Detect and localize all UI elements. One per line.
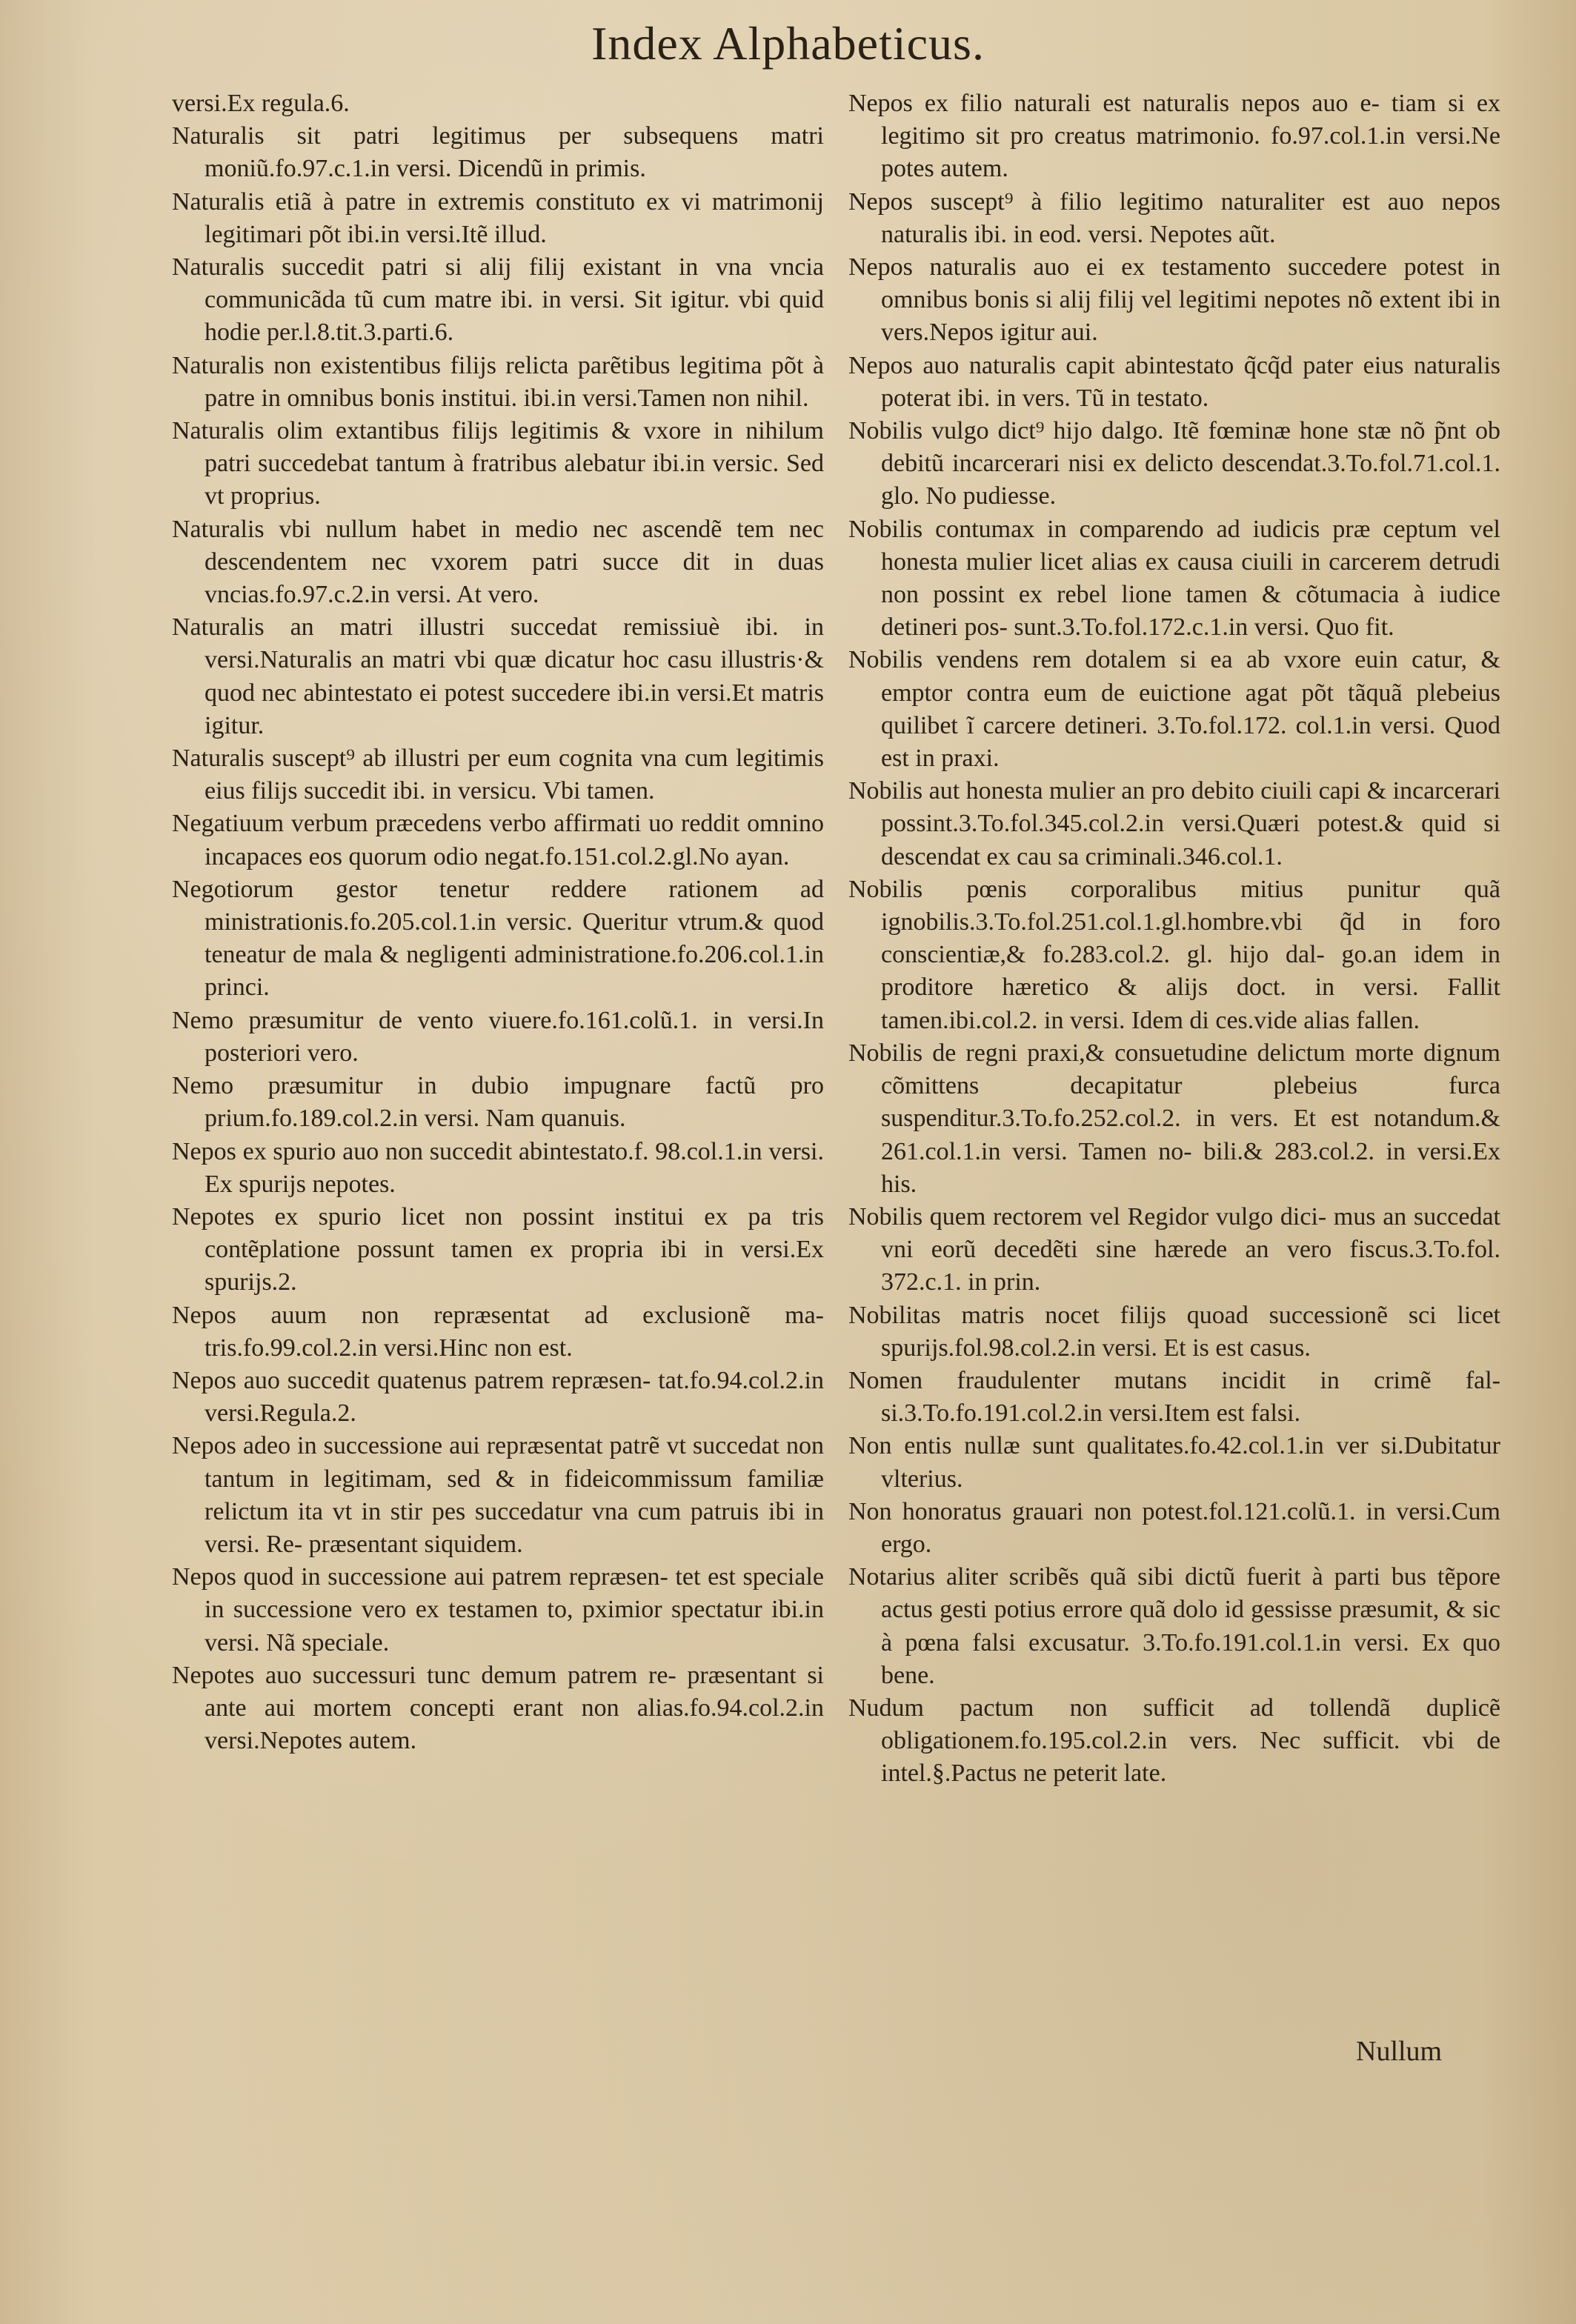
index-entry: Nepos auo succedit quatenus patrem repræsen- tat.fo.94.col.2.in versi.Regula.2. — [172, 1366, 824, 1428]
index-entry: versi.Ex regula.6. — [172, 90, 350, 117]
index-entry: Negotiorum gestor tenetur reddere rationem ad ministrationis.fo.205.col.1.in versic. Queritur vtrum.& quod teneatur de mala & negligenti administratione.fo.206.col.1.in princi. — [172, 875, 824, 1002]
index-entry: Naturalis an matri illustri succedat remissiuè ibi. in versi.Naturalis an matri vbi quæ dicatur hoc casu illustris·& quod nec abintestato ei potest succedere ibi.in versi.Et matris igitur. — [172, 613, 824, 739]
index-entry: Negatiuum verbum præcedens verbo affirmati uo reddit omnino incapaces eos quorum odio negat.fo.151.col.2.gl.No ayan. — [172, 810, 824, 870]
index-entry: Naturalis suscept⁹ ab illustri per eum cognita vna cum legitimis eius filijs succedit ibi. in versicu. Vbi tamen. — [172, 745, 824, 805]
left-column — [172, 87, 824, 1757]
index-entry: Nepos naturalis auo ei ex testamento succedere potest in omnibus bonis si alij filij vel legitimi nepotes nõ extent ibi in vers.Nepos igitur aui. — [848, 253, 1500, 347]
index-entry: Naturalis vbi nullum habet in medio nec ascendẽ tem nec descendentem nec vxorem patri succe dit in duas vncias.fo.97.c.2.in versi. At vero. — [172, 515, 824, 609]
running-header: Index Alphabeticus. — [591, 17, 985, 70]
index-entry: Nobilis de regni praxi,& consuetudine delictum morte dignum cõmittens decapitatur plebeius furca suspenditur.3.To.fo.252.col.2. in vers. Et est notandum.& 261.col.1.in versi. Tamen no- bili.& 283.col.2. in versi.Ex his. — [848, 1039, 1500, 1198]
index-entry: Nobilis vulgo dict⁹ hijo dalgo. Itẽ fœminæ hone stæ nõ p̃nt ob debitũ incarcerari nisi ex delicto descendat.3.To.fol.71.col.1. glo. No pudiesse. — [848, 417, 1500, 510]
right-column — [848, 87, 1500, 1791]
index-entry: Nobilis pœnis corporalibus mitius punitur quã ignobilis.3.To.fol.251.col.1.gl.hombre.vbi q̃d in foro conscientiæ,& fo.283.col.2. gl. hijo dal- go.an idem in proditore hæretico & alijs doct. in versi. Fallit tamen.ibi.col.2. in versi. Idem di ces.vide alias fallen. — [848, 875, 1500, 1034]
index-entry: Nepos ex spurio auo non succedit abintestato.f. 98.col.1.in versi. Ex spurijs nepotes. — [172, 1137, 824, 1198]
index-entry: Nepos suscept⁹ à filio legitimo naturaliter est auo nepos naturalis ibi. in eod. versi. Nepotes aũt. — [848, 187, 1500, 248]
index-entry: Nepotes ex spurio licet non possint institui ex pa tris contẽplatione possunt tamen ex propria ibi in versi.Ex spurijs.2. — [172, 1202, 824, 1296]
index-entry: Nepos auum non repræsentat ad exclusionẽ ma- tris.fo.99.col.2.in versi.Hinc non est. — [172, 1301, 824, 1362]
index-entry: Nepotes auo successuri tunc demum patrem re- præsentant si ante aui mortem concepti erant non alias.fo.94.col.2.in versi.Nepotes autem. — [172, 1661, 824, 1755]
index-entry: Nobilis contumax in comparendo ad iudicis præ ceptum vel honesta mulier licet alias ex causa ciuili in carcerem detrudi non possint ex rebel lione tamen & cõtumacia à iudice detineri pos- sunt.3.To.fol.172.c.1.in versi. Quo fit. — [848, 515, 1500, 642]
index-entry: Notarius aliter scribẽs quã sibi dictũ fuerit à parti bus tẽpore actus gesti potius errore quã dolo id gessisse præsumit, & sic à pœna falsi excusatur. 3.To.fo.191.col.1.in versi. Ex quo bene. — [848, 1563, 1500, 1689]
index-entry: Nepos ex filio naturali est naturalis nepos auo e- tiam si ex legitimo sit pro creatus matrimonio. fo.97.col.1.in versi.Ne potes autem. — [848, 90, 1500, 183]
index-entry: Nepos adeo in successione aui repræsentat patrẽ vt succedat non tantum in legitimam, sed & in fideicommissum familiæ relictum ita vt in stir pes succedatur vna cum patruis ibi in versi. Re- præsentant siquidem. — [172, 1432, 824, 1558]
index-entry: Nobilis quem rectorem vel Regidor vulgo dici- mus an succedat vni eorũ decedẽti sine hærede an vero fiscus.3.To.fol. 372.c.1. in prin. — [848, 1202, 1500, 1296]
index-entry: Naturalis succedit patri si alij filij existant in vna vncia communicãda tũ cum matre ibi. in versi. Sit igitur. vbi quid hodie per.l.8.tit.3.parti.6. — [172, 253, 824, 347]
index-entry: Naturalis non existentibus filijs relicta parẽtibus legitima põt à patre in omnibus bonis institui. ibi.in versi.Tamen non nihil. — [172, 351, 824, 412]
index-entry: Nobilitas matris nocet filijs quoad successionẽ sci licet spurijs.fol.98.col.2.in versi. Et is est casus. — [848, 1301, 1500, 1362]
index-entry: Nemo præsumitur in dubio impugnare factũ pro prium.fo.189.col.2.in versi. Nam quanuis. — [172, 1072, 824, 1133]
index-entry: Nudum pactum non sufficit ad tollendã duplicẽ obligationem.fo.195.col.2.in vers. Nec sufficit. vbi de intel.§.Pactus ne peterit late. — [848, 1694, 1500, 1788]
index-entry: Naturalis sit patri legitimus per subsequens matri moniũ.fo.97.c.1.in versi. Dicendũ in primis. — [172, 122, 824, 183]
index-entry: Nemo præsumitur de vento viuere.fo.161.colũ.1. in versi.In posteriori vero. — [172, 1006, 824, 1067]
index-entry: Non entis nullæ sunt qualitates.fo.42.col.1.in ver si.Dubitatur vlterius. — [848, 1432, 1500, 1493]
index-entry: Nobilis vendens rem dotalem si ea ab vxore euin catur, & emptor contra eum de euictione agat põt tãquã plebeius quilibet ĩ carcere detineri. 3.To.fol.172. col.1.in versi. Quod est in praxi. — [848, 646, 1500, 773]
catchword: Nullum — [1356, 2036, 1443, 2067]
index-entry: Nepos auo naturalis capit abintestato q̃cq̃d pater eius naturalis poterat ibi. in vers. Tũ in testato. — [848, 351, 1500, 412]
index-entry: Nepos quod in successione aui patrem repræsen- tet est speciale in successione vero ex testamen to, pximior spectatur ibi.in versi. Nã speciale. — [172, 1563, 824, 1657]
index-entry: Non honoratus grauari non potest.fol.121.colũ.1. in versi.Cum ergo. — [848, 1497, 1500, 1558]
index-entry: Naturalis etiã à patre in extremis constituto ex vi matrimonij legitimari põt ibi.in versi.Itẽ illud. — [172, 187, 824, 248]
index-entry: Naturalis olim extantibus filijs legitimis & vxore in nihilum patri succedebat tantum à fratribus alebatur ibi.in versic. Sed vt proprius. — [172, 417, 824, 510]
index-entry: Nomen fraudulenter mutans incidit in crimẽ fal- si.3.To.fo.191.col.2.in versi.Item est falsi. — [848, 1366, 1500, 1428]
index-entry: Nobilis aut honesta mulier an pro debito ciuili capi & incarcerari possint.3.To.fol.345.col.2.in versi.Quæri potest.& quid si descendat ex cau sa criminali.346.col.1. — [848, 777, 1500, 870]
